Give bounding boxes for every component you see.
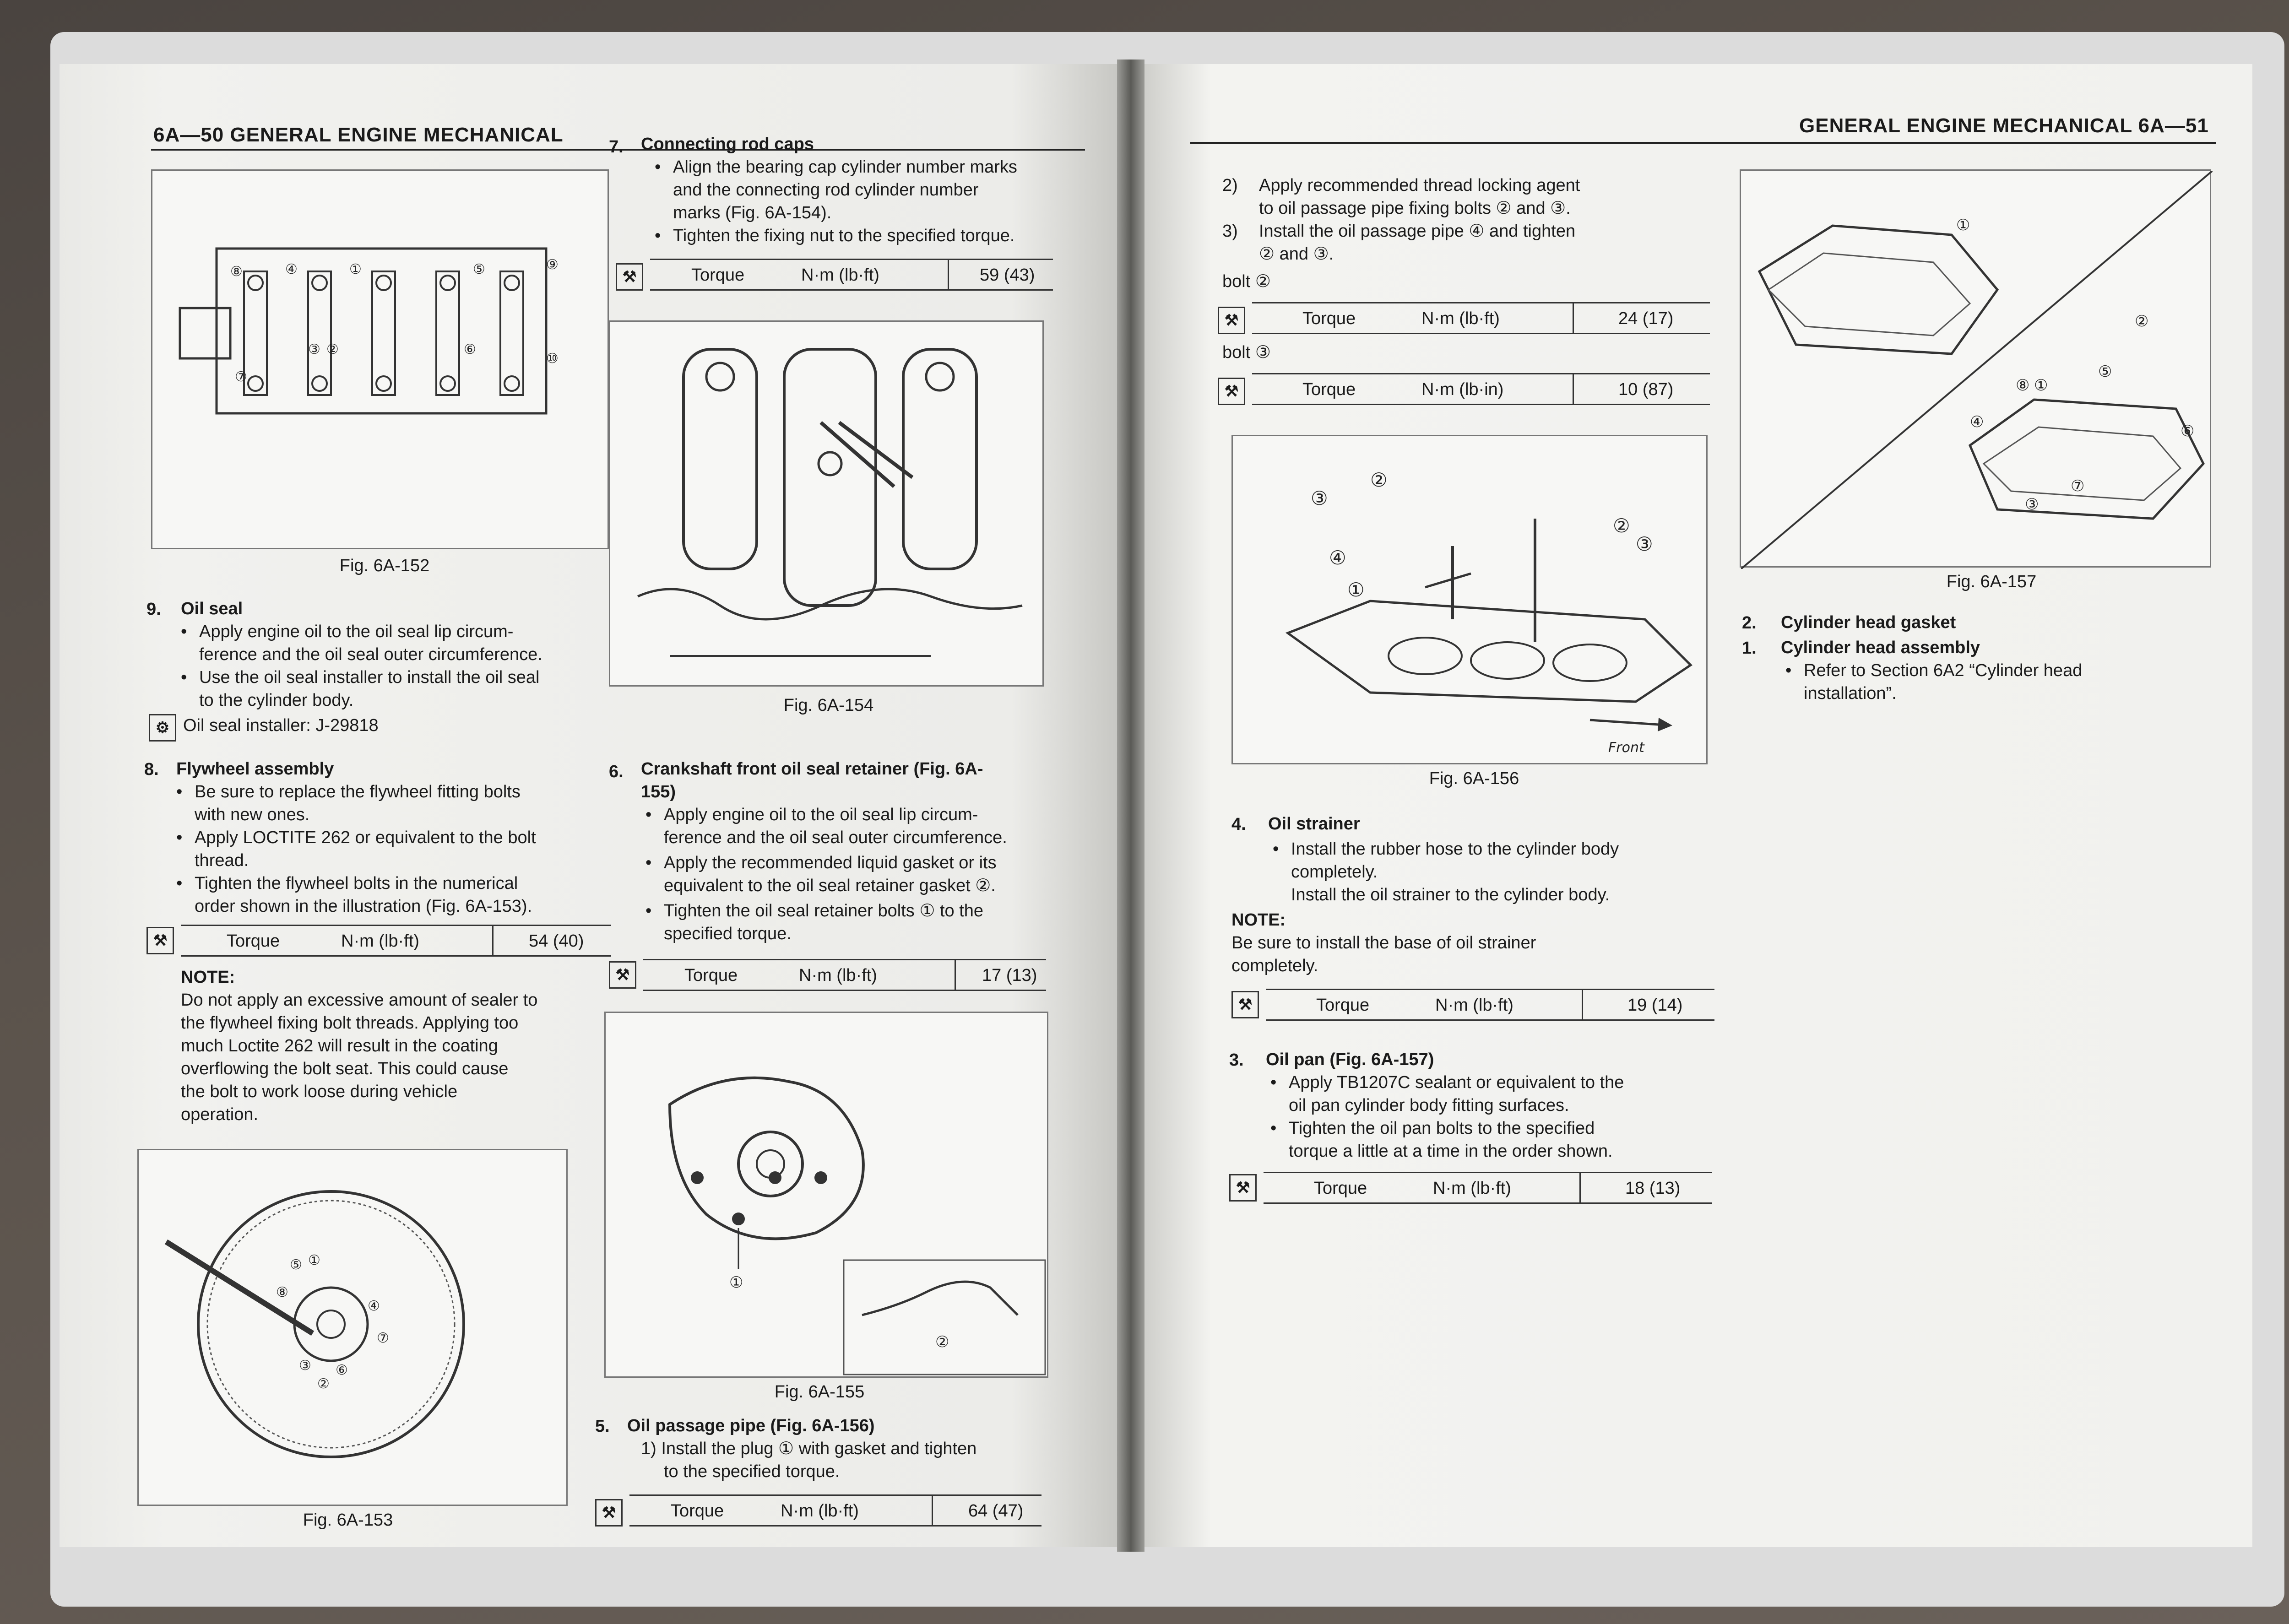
svg-text:②: ② <box>317 1376 330 1392</box>
oil-pan-illustration <box>1741 171 2213 569</box>
item-3-title: Oil pan (Fig. 6A-157) <box>1266 1050 1434 1069</box>
svg-text:③: ③ <box>2025 495 2039 514</box>
torque-unit: N·m (lb·ft) <box>341 931 419 951</box>
oil-passage-pipe-illustration <box>1233 436 1709 766</box>
item-5-step-1b: to the specified torque. <box>664 1462 840 1481</box>
svg-text:①: ① <box>349 261 362 277</box>
item-6-bullet-1a: Apply engine oil to the oil seal lip circum- <box>664 805 978 824</box>
item-3-bullet-2a: Tighten the oil pan bolts to the specified <box>1289 1119 1595 1138</box>
figure-6a-156 <box>1231 435 1708 764</box>
svg-text:⑥: ⑥ <box>464 341 476 357</box>
front-label: Front <box>1608 740 1644 756</box>
torque-value: 64 (47) <box>968 1501 1024 1521</box>
figure-6a-155 <box>604 1012 1048 1378</box>
bullet-dot: • <box>181 668 187 687</box>
step-2-line-a: Apply recommended thread locking agent <box>1259 176 1580 195</box>
table-divider <box>1573 303 1574 333</box>
oil-seal-retainer-illustration <box>606 1013 1050 1379</box>
torque-wrench-icon: ⚒ <box>1218 378 1245 405</box>
fig-caption-152: Fig. 6A-152 <box>339 556 430 575</box>
torque-label: Torque <box>671 1501 724 1521</box>
item-3-bullet-1a: Apply TB1207C sealant or equivalent to the <box>1289 1073 1624 1092</box>
bolt-2-label: bolt ② <box>1222 272 1271 291</box>
item-1-bullet-1b: installation”. <box>1804 684 1897 703</box>
torque-unit: N·m (lb·ft) <box>1433 1179 1511 1198</box>
item-9-bullet-2b: to the cylinder body. <box>199 691 354 710</box>
torque-value: 10 (87) <box>1618 380 1674 399</box>
table-divider <box>932 1496 933 1525</box>
item-8-bullet-1a: Be sure to replace the flywheel fitting bolts <box>195 782 521 801</box>
figure-6a-153 <box>137 1149 568 1506</box>
svg-text:③: ③ <box>308 341 320 357</box>
svg-text:⑧: ⑧ <box>2016 376 2030 395</box>
torque-label: Torque <box>227 931 280 951</box>
flywheel-illustration <box>139 1150 569 1507</box>
item-6-bullet-2a: Apply the recommended liquid gasket or its <box>664 853 997 872</box>
fig-caption-156: Fig. 6A-156 <box>1429 769 1519 788</box>
right-page <box>1144 64 2252 1547</box>
svg-text:⑨: ⑨ <box>546 257 559 273</box>
svg-text:⑦: ⑦ <box>235 369 247 385</box>
item-1-bullet-1a: Refer to Section 6A2 “Cylinder head <box>1804 661 2083 680</box>
torque-value: 54 (40) <box>529 931 584 951</box>
svg-text:②: ② <box>1613 514 1630 537</box>
svg-text:⑧: ⑧ <box>276 1284 288 1300</box>
torque-label: Torque <box>1302 380 1356 399</box>
torque-unit: N·m (lb·ft) <box>1435 996 1513 1015</box>
torque-table-item-5 <box>629 1494 1041 1527</box>
item-7-bullet-1c: marks (Fig. 6A-154). <box>673 203 832 222</box>
bullet-dot: • <box>1785 661 1792 680</box>
left-page <box>60 64 1117 1547</box>
item-6-title-b: 155) <box>641 782 676 801</box>
item-6-title-a: Crankshaft front oil seal retainer (Fig. 6A- <box>641 759 983 779</box>
svg-text:③: ③ <box>299 1358 311 1374</box>
item-6-bullet-1b: ference and the oil seal outer circumference. <box>664 828 1007 847</box>
torque-wrench-icon: ⚒ <box>1231 991 1259 1018</box>
svg-text:⑩: ⑩ <box>546 351 559 367</box>
torque-table-bolt-3 <box>1252 373 1710 405</box>
svg-text:④: ④ <box>1970 413 1984 431</box>
item-7-bullet-1a: Align the bearing cap cylinder number marks <box>673 157 1017 177</box>
svg-text:⑤: ⑤ <box>290 1257 302 1273</box>
item-9-number: 9. <box>146 600 161 619</box>
svg-text:③: ③ <box>1636 533 1653 555</box>
note-line-b: completely. <box>1231 956 1318 975</box>
svg-text:④: ④ <box>1329 547 1346 569</box>
note-line-a: Be sure to install the base of oil strainer <box>1231 933 1536 953</box>
fig-caption-154: Fig. 6A-154 <box>783 696 874 715</box>
figure-6a-152 <box>151 169 609 549</box>
torque-table-item-4 <box>1266 989 1714 1021</box>
torque-value: 19 (14) <box>1627 996 1683 1015</box>
table-divider <box>948 260 949 289</box>
fig-caption-155: Fig. 6A-155 <box>774 1382 865 1402</box>
torque-wrench-icon: ⚒ <box>1218 307 1245 334</box>
torque-label: Torque <box>691 265 745 285</box>
item-3-bullet-2b: torque a little at a time in the order shown. <box>1289 1142 1613 1161</box>
svg-text:②: ② <box>1370 469 1388 491</box>
bullet-dot: • <box>176 874 183 893</box>
svg-text:④: ④ <box>285 261 298 277</box>
table-divider <box>492 926 494 955</box>
bullet-dot: • <box>645 901 652 920</box>
torque-label: Torque <box>684 966 738 985</box>
svg-text:①: ① <box>308 1252 320 1268</box>
svg-text:⑤: ⑤ <box>473 261 485 277</box>
item-3-bullet-1b: oil pan cylinder body fitting surfaces. <box>1289 1096 1569 1115</box>
item-6-bullet-2b: equivalent to the oil seal retainer gasket ②. <box>664 876 996 895</box>
svg-text:③: ③ <box>1311 487 1328 509</box>
svg-text:①: ① <box>1347 579 1365 601</box>
book-gutter <box>1117 60 1144 1552</box>
bullet-dot: • <box>655 226 661 245</box>
torque-unit: N·m (lb·ft) <box>801 265 879 285</box>
torque-wrench-icon: ⚒ <box>146 927 174 954</box>
torque-value: 17 (13) <box>982 966 1037 985</box>
torque-table-item-8 <box>181 925 611 957</box>
step-2-number: 2) <box>1222 176 1238 195</box>
header-rule <box>1190 142 2216 144</box>
item-1-title: Cylinder head assembly <box>1781 638 1980 657</box>
table-divider <box>1582 990 1583 1019</box>
bullet-dot: • <box>1273 839 1279 859</box>
svg-text:⑤: ⑤ <box>2098 363 2112 381</box>
table-divider <box>1573 374 1574 404</box>
step-3-number: 3) <box>1222 222 1238 241</box>
item-9-title: Oil seal <box>181 599 243 618</box>
crankshaft-illustration <box>152 171 610 551</box>
item-4-bullet-1a: Install the rubber hose to the cylinder body <box>1291 839 1619 859</box>
figure-6a-154 <box>609 320 1044 687</box>
torque-wrench-icon: ⚒ <box>609 961 636 989</box>
svg-text:②: ② <box>326 341 339 357</box>
item-2-title: Cylinder head gasket <box>1781 613 1956 632</box>
item-4-bullet-1b: completely. <box>1291 862 1378 882</box>
note-line-5: the bolt to work loose during vehicle <box>181 1082 458 1101</box>
torque-label: Torque <box>1302 309 1356 328</box>
note-line-3: much Loctite 262 will result in the coating <box>181 1036 498 1056</box>
item-1-number: 1. <box>1742 639 1757 658</box>
item-8-bullet-2a: Apply LOCTITE 262 or equivalent to the bolt <box>195 828 536 847</box>
torque-wrench-icon: ⚒ <box>1229 1174 1257 1202</box>
bullet-dot: • <box>181 622 187 641</box>
torque-unit: N·m (lb·in) <box>1421 380 1504 399</box>
torque-unit: N·m (lb·ft) <box>799 966 877 985</box>
item-7-bullet-1b: and the connecting rod cylinder number <box>673 180 979 200</box>
item-4-title: Oil strainer <box>1268 814 1360 834</box>
item-5-step-1a: 1) Install the plug ① with gasket and tighten <box>641 1439 977 1458</box>
note-line-4: overflowing the bolt seat. This could cause <box>181 1059 509 1078</box>
torque-table-item-3 <box>1264 1172 1712 1204</box>
torque-table-item-7 <box>650 259 1053 291</box>
item-8-bullet-2b: thread. <box>195 851 249 870</box>
special-tool-icon: ⚙ <box>149 714 176 742</box>
item-4-number: 4. <box>1231 815 1246 834</box>
item-7-number: 7. <box>609 137 624 157</box>
note-title: NOTE: <box>181 968 235 987</box>
svg-text:①: ① <box>729 1273 743 1292</box>
item-8-bullet-3a: Tighten the flywheel bolts in the numerical <box>195 874 518 893</box>
item-8-title: Flywheel assembly <box>176 759 334 779</box>
bullet-dot: • <box>1270 1073 1277 1092</box>
bullet-dot: • <box>176 828 183 847</box>
step-3-line-b: ② and ③. <box>1259 244 1334 264</box>
svg-text:⑦: ⑦ <box>377 1330 389 1346</box>
item-6-bullet-3a: Tighten the oil seal retainer bolts ① to the <box>664 901 984 920</box>
fig-caption-153: Fig. 6A-153 <box>303 1510 393 1530</box>
item-4-bullet-1c: Install the oil strainer to the cylinder body. <box>1291 885 1610 904</box>
table-divider <box>1579 1173 1581 1202</box>
bullet-dot: • <box>1270 1119 1277 1138</box>
svg-text:①: ① <box>1956 216 1970 234</box>
item-9-bullet-2a: Use the oil seal installer to install the oil seal <box>199 668 540 687</box>
svg-text:⑦: ⑦ <box>2071 477 2085 495</box>
item-6-bullet-3b: specified torque. <box>664 924 792 943</box>
item-2-number: 2. <box>1742 613 1757 633</box>
torque-value: 24 (17) <box>1618 309 1674 328</box>
torque-value: 18 (13) <box>1625 1179 1681 1198</box>
torque-label: Torque <box>1316 996 1370 1015</box>
svg-text:②: ② <box>935 1333 949 1351</box>
note-line-6: operation. <box>181 1105 259 1124</box>
table-divider <box>955 960 956 990</box>
torque-value: 59 (43) <box>980 265 1035 285</box>
bullet-dot: • <box>176 782 183 801</box>
svg-text:④: ④ <box>368 1298 380 1314</box>
item-7-title: Connecting rod caps <box>641 135 814 154</box>
svg-text:⑥: ⑥ <box>2181 422 2195 440</box>
connecting-rod-illustration <box>610 322 1045 688</box>
item-9-bullet-1a: Apply engine oil to the oil seal lip circum- <box>199 622 514 641</box>
torque-table-bolt-2 <box>1252 302 1710 334</box>
bullet-dot: • <box>645 853 652 872</box>
item-5-number: 5. <box>595 1417 610 1436</box>
item-9-tool: Oil seal installer: J-29818 <box>183 716 379 735</box>
note-line-1: Do not apply an excessive amount of sealer to <box>181 991 538 1010</box>
item-8-bullet-1b: with new ones. <box>195 805 310 824</box>
svg-text:⑧: ⑧ <box>230 264 243 280</box>
item-3-number: 3. <box>1229 1050 1244 1070</box>
svg-text:②: ② <box>2135 312 2149 330</box>
torque-label: Torque <box>1314 1179 1367 1198</box>
step-2-line-b: to oil passage pipe fixing bolts ② and ③. <box>1259 199 1571 218</box>
svg-text:①: ① <box>2034 376 2048 395</box>
fig-caption-157: Fig. 6A-157 <box>1946 572 2037 591</box>
right-page-header: GENERAL ENGINE MECHANICAL 6A—51 <box>1799 114 2209 137</box>
torque-unit: N·m (lb·ft) <box>781 1501 859 1521</box>
item-7-bullet-2: Tighten the fixing nut to the specified torque. <box>673 226 1015 245</box>
item-6-number: 6. <box>609 762 624 781</box>
note-line-2: the flywheel fixing bolt threads. Applying too <box>181 1013 519 1033</box>
item-9-bullet-1b: ference and the oil seal outer circumference. <box>199 645 542 664</box>
bolt-3-label: bolt ③ <box>1222 343 1271 362</box>
left-page-header: 6A—50 GENERAL ENGINE MECHANICAL <box>153 124 564 146</box>
item-8-number: 8. <box>144 760 159 779</box>
item-5-title: Oil passage pipe (Fig. 6A-156) <box>627 1416 875 1435</box>
torque-wrench-icon: ⚒ <box>616 263 643 291</box>
bullet-dot: • <box>645 805 652 824</box>
step-3-line-a: Install the oil passage pipe ④ and tighten <box>1259 222 1576 241</box>
figure-6a-157 <box>1740 169 2211 568</box>
torque-unit: N·m (lb·ft) <box>1421 309 1500 328</box>
svg-text:⑥: ⑥ <box>336 1362 348 1378</box>
note-title: NOTE: <box>1231 910 1286 930</box>
item-8-bullet-3b: order shown in the illustration (Fig. 6A-153). <box>195 897 532 916</box>
bullet-dot: • <box>655 157 661 177</box>
torque-table-item-6 <box>643 959 1046 991</box>
torque-wrench-icon: ⚒ <box>595 1499 623 1527</box>
